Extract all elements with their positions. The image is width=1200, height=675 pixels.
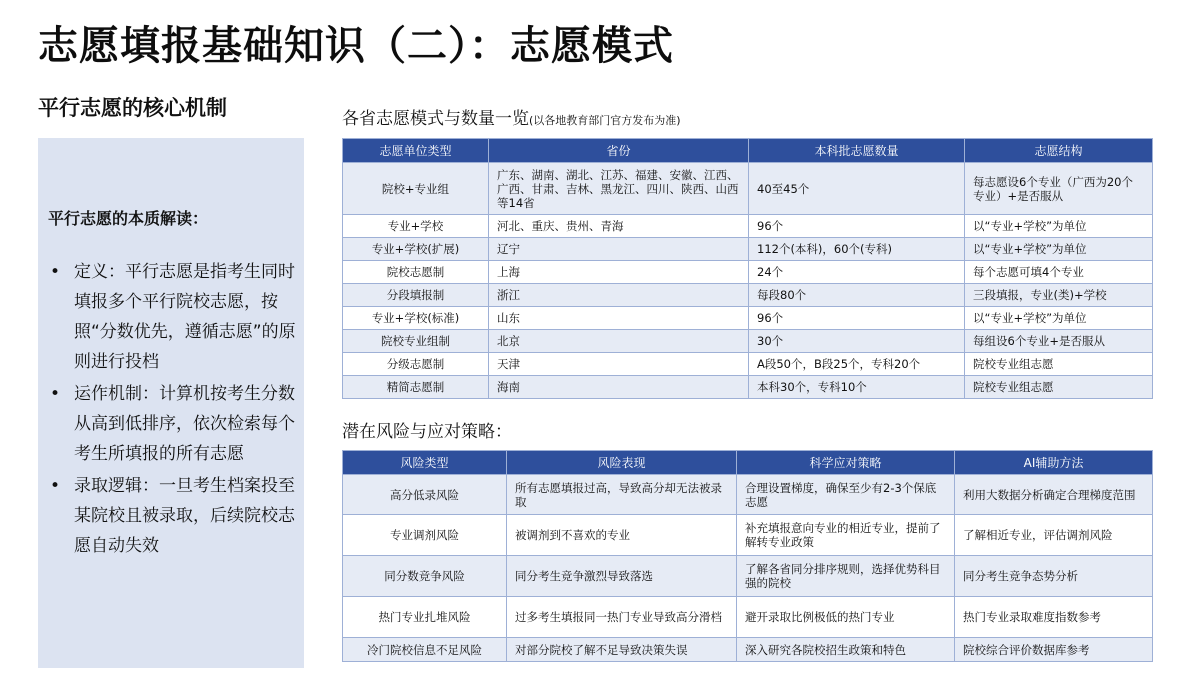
table-row bbox=[343, 261, 1153, 284]
table-cell: 每组设6个专业+是否服从 bbox=[965, 330, 1153, 353]
mechanism-panel bbox=[38, 138, 304, 668]
table-row bbox=[343, 376, 1153, 399]
table-cell: 避开录取比例极低的热门专业 bbox=[737, 597, 955, 638]
bullet-text: 定义：平行志愿是指考生同时填报多个平行院校志愿，按照“分数优先，遵循志愿”的原则进行投档 bbox=[74, 262, 296, 372]
table-cell: 院校志愿制 bbox=[343, 261, 489, 284]
table-row bbox=[343, 284, 1153, 307]
table-cell: 本科30个，专科10个 bbox=[749, 376, 965, 399]
page-title: 志愿填报基础知识（二）：志愿模式 bbox=[38, 23, 674, 69]
table-cell: 冷门院校信息不足风险 bbox=[343, 638, 507, 662]
table-cell: 热门专业扎堆风险 bbox=[343, 597, 507, 638]
table-cell: 专业调剂风险 bbox=[343, 515, 507, 556]
table-cell: 辽宁 bbox=[489, 238, 749, 261]
table-cell: 山东 bbox=[489, 307, 749, 330]
table-cell: 高分低录风险 bbox=[343, 475, 507, 515]
table-cell: 精简志愿制 bbox=[343, 376, 489, 399]
table-cell: 院校专业组制 bbox=[343, 330, 489, 353]
bullet-item bbox=[48, 257, 296, 377]
bullet-item bbox=[48, 379, 296, 469]
table-cell: 海南 bbox=[489, 376, 749, 399]
table-cell: 院校专业组志愿 bbox=[965, 353, 1153, 376]
table-cell: 同分数竞争风险 bbox=[343, 556, 507, 597]
column-header: 志愿单位类型 bbox=[343, 139, 489, 163]
table-row bbox=[343, 597, 1153, 638]
table-cell: 同分考生竞争激烈导致落选 bbox=[507, 556, 737, 597]
column-header: AI辅助方法 bbox=[955, 451, 1153, 475]
table-cell: 了解各省同分排序规则，选择优势科目强的院校 bbox=[737, 556, 955, 597]
table-cell: 三段填报，专业(类)+学校 bbox=[965, 284, 1153, 307]
table-cell: 所有志愿填报过高，导致高分却无法被录取 bbox=[507, 475, 737, 515]
table-row bbox=[343, 475, 1153, 515]
column-header: 本科批志愿数量 bbox=[749, 139, 965, 163]
column-header: 志愿结构 bbox=[965, 139, 1153, 163]
column-header: 风险类型 bbox=[343, 451, 507, 475]
bullet-text: 运作机制：计算机按考生分数从高到低排序，依次检索每个考生所填报的所有志愿 bbox=[74, 384, 295, 464]
table-cell: 院校专业组志愿 bbox=[965, 376, 1153, 399]
table-cell: 专业+学校(扩展) bbox=[343, 238, 489, 261]
table-cell: 浙江 bbox=[489, 284, 749, 307]
table-row bbox=[343, 238, 1153, 261]
bullet-item bbox=[48, 471, 296, 561]
column-header: 省份 bbox=[489, 139, 749, 163]
table-cell: 112个(本科)，60个(专科) bbox=[749, 238, 965, 261]
table-cell: A段50个，B段25个，专科20个 bbox=[749, 353, 965, 376]
table1-note: (以各地教育部门官方发布为准) bbox=[529, 114, 681, 127]
table-cell: 24个 bbox=[749, 261, 965, 284]
table-cell: 河北、重庆、贵州、青海 bbox=[489, 215, 749, 238]
table-cell: 对部分院校了解不足导致决策失误 bbox=[507, 638, 737, 662]
column-header: 风险表现 bbox=[507, 451, 737, 475]
table-cell: 每个志愿可填4个专业 bbox=[965, 261, 1153, 284]
table-row bbox=[343, 163, 1153, 215]
left-heading: 平行志愿的核心机制 bbox=[38, 96, 227, 120]
table-cell: 院校综合评价数据库参考 bbox=[955, 638, 1153, 662]
table-cell: 以“专业+学校”为单位 bbox=[965, 215, 1153, 238]
table2-title: 潜在风险与应对策略： bbox=[342, 422, 512, 442]
table-cell: 热门专业录取难度指数参考 bbox=[955, 597, 1153, 638]
table-cell: 专业+学校 bbox=[343, 215, 489, 238]
table-row bbox=[343, 556, 1153, 597]
table-cell: 过多考生填报同一热门专业导致高分滑档 bbox=[507, 597, 737, 638]
table-cell: 以“专业+学校”为单位 bbox=[965, 238, 1153, 261]
table-row bbox=[343, 215, 1153, 238]
table-cell: 专业+学校(标准) bbox=[343, 307, 489, 330]
table-cell: 上海 bbox=[489, 261, 749, 284]
table-cell: 院校+专业组 bbox=[343, 163, 489, 215]
panel-subheading: 平行志愿的本质解读： bbox=[48, 209, 209, 228]
table-cell: 合理设置梯度，确保至少有2-3个保底志愿 bbox=[737, 475, 955, 515]
table-cell: 补充填报意向专业的相近专业，提前了解转专业政策 bbox=[737, 515, 955, 556]
table-cell: 分段填报制 bbox=[343, 284, 489, 307]
column-header: 科学应对策略 bbox=[737, 451, 955, 475]
table-cell: 30个 bbox=[749, 330, 965, 353]
province-mode-table bbox=[342, 138, 1153, 399]
table-cell: 以“专业+学校”为单位 bbox=[965, 307, 1153, 330]
bullet-list bbox=[48, 257, 296, 561]
table-cell: 分级志愿制 bbox=[343, 353, 489, 376]
table1-title-text: 各省志愿模式与数量一览 bbox=[342, 109, 529, 129]
table-cell: 广东、湖南、湖北、江苏、福建、安徽、江西、广西、甘肃、吉林、黑龙江、四川、陕西、山西等14省 bbox=[489, 163, 749, 215]
table-cell: 96个 bbox=[749, 215, 965, 238]
bullet-text: 录取逻辑：一旦考生档案投至某院校且被录取，后续院校志愿自动失效 bbox=[74, 476, 295, 556]
table-cell: 40至45个 bbox=[749, 163, 965, 215]
table-cell: 同分考生竞争态势分析 bbox=[955, 556, 1153, 597]
table-cell: 了解相近专业，评估调剂风险 bbox=[955, 515, 1153, 556]
risk-strategy-table bbox=[342, 450, 1153, 662]
table-row bbox=[343, 353, 1153, 376]
table1-title bbox=[342, 104, 681, 129]
bullet-dot-icon: • bbox=[50, 384, 61, 404]
table-cell: 被调剂到不喜欢的专业 bbox=[507, 515, 737, 556]
table-cell: 深入研究各院校招生政策和特色 bbox=[737, 638, 955, 662]
table-row bbox=[343, 515, 1153, 556]
table-row bbox=[343, 330, 1153, 353]
table-cell: 每志愿设6个专业（广西为20个专业）+是否服从 bbox=[965, 163, 1153, 215]
bullet-dot-icon: • bbox=[50, 476, 61, 496]
table-header-row bbox=[343, 139, 1153, 163]
table-cell: 每段80个 bbox=[749, 284, 965, 307]
table-cell: 天津 bbox=[489, 353, 749, 376]
table-cell: 北京 bbox=[489, 330, 749, 353]
table-row bbox=[343, 307, 1153, 330]
table-header-row bbox=[343, 451, 1153, 475]
table-cell: 利用大数据分析确定合理梯度范围 bbox=[955, 475, 1153, 515]
bullet-dot-icon: • bbox=[50, 262, 61, 282]
table-row bbox=[343, 638, 1153, 662]
table-cell: 96个 bbox=[749, 307, 965, 330]
